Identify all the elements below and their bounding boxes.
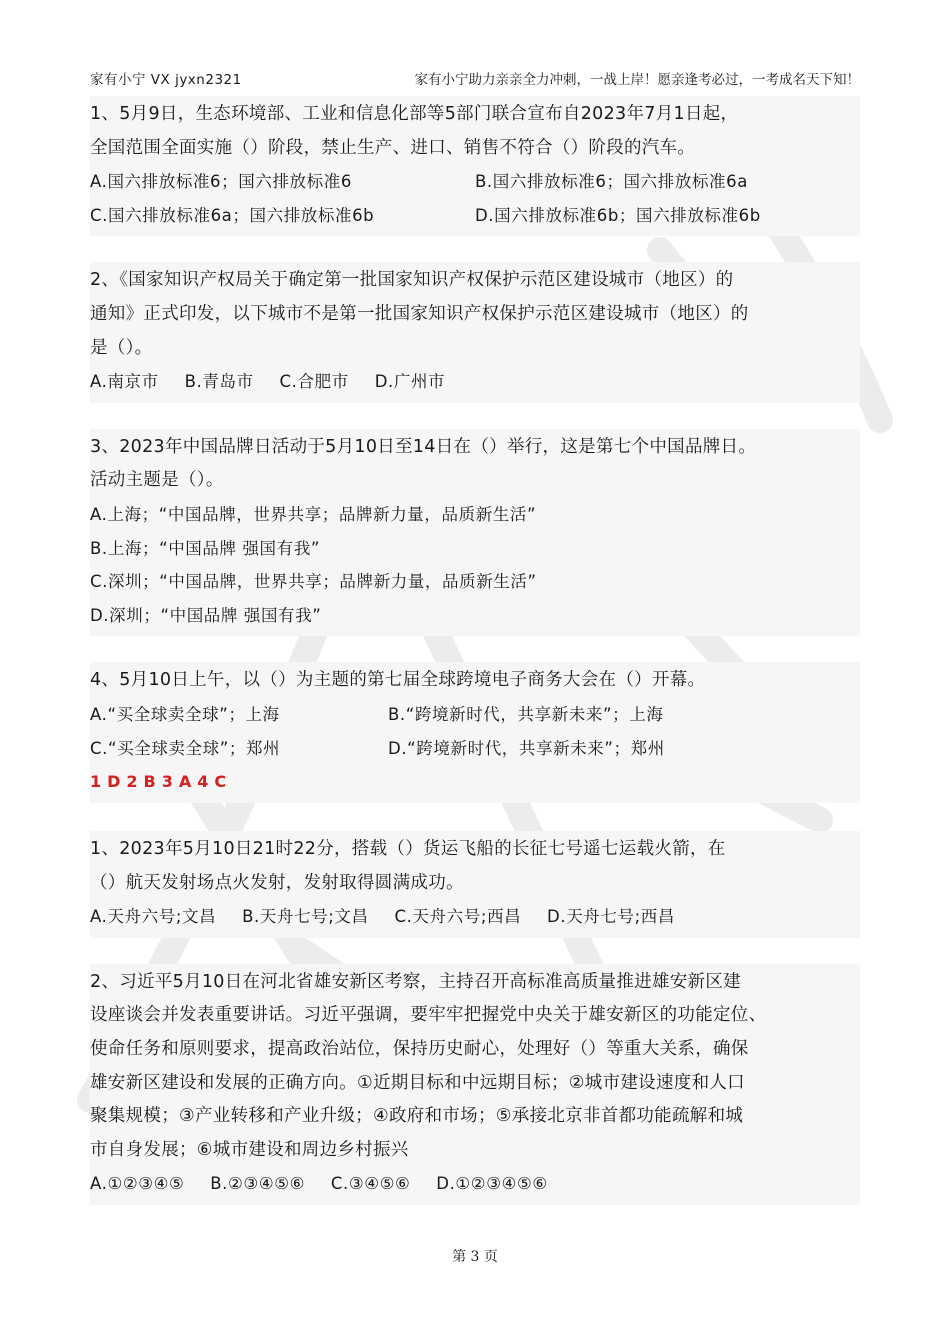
question-text: 雄安新区建设和发展的正确方向。①近期目标和中远期目标；②城市建设速度和人口 bbox=[90, 1072, 745, 1093]
option-b: B.②③④⑤⑥ bbox=[210, 1174, 305, 1194]
question-text: 活动主题是（）。 bbox=[90, 470, 224, 491]
option-a: A.上海；“中国品牌，世界共享；品牌新力量，品质新生活” bbox=[90, 504, 537, 524]
option-c: C.③④⑤⑥ bbox=[330, 1174, 411, 1194]
options-row bbox=[90, 1167, 860, 1201]
page-header bbox=[90, 68, 860, 90]
question-block bbox=[90, 831, 860, 938]
question-text: 设座谈会并发表重要讲话。习近平强调，要牢牢把握党中央关于雄安新区的功能定位、 bbox=[90, 1005, 767, 1026]
option-c: C.“买全球卖全球”；郑州 bbox=[90, 738, 281, 758]
option-b: B.“跨境新时代，共享新未来”；上海 bbox=[388, 704, 664, 724]
option-b: B.上海；“中国品牌 强国有我” bbox=[90, 538, 321, 558]
option-a: A.国六排放标准6；国六排放标准6 bbox=[90, 172, 352, 192]
question-text: 1、5月9日，生态环境部、工业和信息化部等5部门联合宣布自2023年7月1日起， bbox=[90, 104, 739, 124]
option-c: C.深圳；“中国品牌，世界共享；品牌新力量，品质新生活” bbox=[90, 572, 537, 592]
option-d: D.“跨境新时代，共享新未来”；郑州 bbox=[388, 738, 665, 758]
option-d: D.①②③④⑤⑥ bbox=[436, 1174, 548, 1194]
options-row bbox=[90, 900, 860, 934]
option-b: B.国六排放标准6；国六排放标准6a bbox=[475, 172, 748, 192]
question-block bbox=[90, 964, 860, 1205]
question-text: 3、2023年中国品牌日活动于5月10日至14日在（）举行，这是第七个中国品牌日。 bbox=[90, 436, 757, 457]
option-d: D.国六排放标准6b；国六排放标准6b bbox=[475, 205, 761, 225]
option-d: D.广州市 bbox=[374, 372, 446, 392]
option-b: B.天舟七号;文昌 bbox=[242, 907, 369, 927]
question-block bbox=[90, 96, 860, 236]
question-text: 聚集规模；③产业转移和产业升级；④政府和市场；⑤承接北京非首都功能疏解和城 bbox=[90, 1106, 744, 1127]
page-number: 第 3 页 bbox=[452, 1249, 498, 1265]
answer-key: 1D2B3A4C bbox=[90, 772, 233, 792]
question-block bbox=[90, 662, 860, 803]
question-text: 全国范围全面实施（）阶段，禁止生产、进口、销售不符合（）阶段的汽车。 bbox=[90, 137, 696, 158]
question-text: 市自身发展；⑥城市建设和周边乡村振兴 bbox=[90, 1139, 409, 1160]
option-a: A.①②③④⑤ bbox=[90, 1174, 185, 1194]
option-c: C.国六排放标准6a；国六排放标准6b bbox=[90, 205, 375, 225]
option-b: B.青岛市 bbox=[184, 372, 254, 392]
header-right: 家有小宁助力亲亲全力冲刺，一战上岸！愿亲逢考必过，一考成名天下知！ bbox=[414, 72, 860, 88]
option-c: C.合肥市 bbox=[279, 372, 349, 392]
option-d: D.天舟七号;西昌 bbox=[547, 907, 675, 927]
question-text: 2、《国家知识产权局关于确定第一批国家知识产权保护示范区建设城市（地区）的 bbox=[90, 270, 734, 291]
question-text: 2、习近平5月10日在河北省雄安新区考察，主持召开高标准高质量推进雄安新区建 bbox=[90, 971, 741, 992]
question-block bbox=[90, 262, 860, 402]
question-text: 是（）。 bbox=[90, 337, 153, 358]
question-text: （）航天发射场点火发射，发射取得圆满成功。 bbox=[90, 872, 464, 893]
option-c: C.天舟六号;西昌 bbox=[394, 907, 522, 927]
option-a: A.“买全球卖全球”；上海 bbox=[90, 704, 280, 724]
option-a: A.南京市 bbox=[90, 372, 159, 392]
page-content bbox=[90, 96, 860, 1205]
option-a: A.天舟六号;文昌 bbox=[90, 907, 217, 927]
header-left: 家有小宁 VX jyxn2321 bbox=[90, 72, 242, 88]
question-text: 1、2023年5月10日21时22分，搭载（）货运飞船的长征七号遥七运载火箭，在 bbox=[90, 839, 726, 860]
option-d: D.深圳；“中国品牌 强国有我” bbox=[90, 605, 322, 625]
options-row bbox=[90, 365, 860, 399]
question-text: 使命任务和原则要求，提高政治站位，保持历史耐心，处理好（）等重大关系，确保 bbox=[90, 1039, 749, 1060]
question-block bbox=[90, 429, 860, 637]
question-text: 4、5月10日上午，以（）为主题的第七届全球跨境电子商务大会在（）开幕。 bbox=[90, 670, 706, 691]
question-text: 通知》正式印发，以下城市不是第一批国家知识产权保护示范区建设城市（地区）的 bbox=[90, 303, 749, 324]
